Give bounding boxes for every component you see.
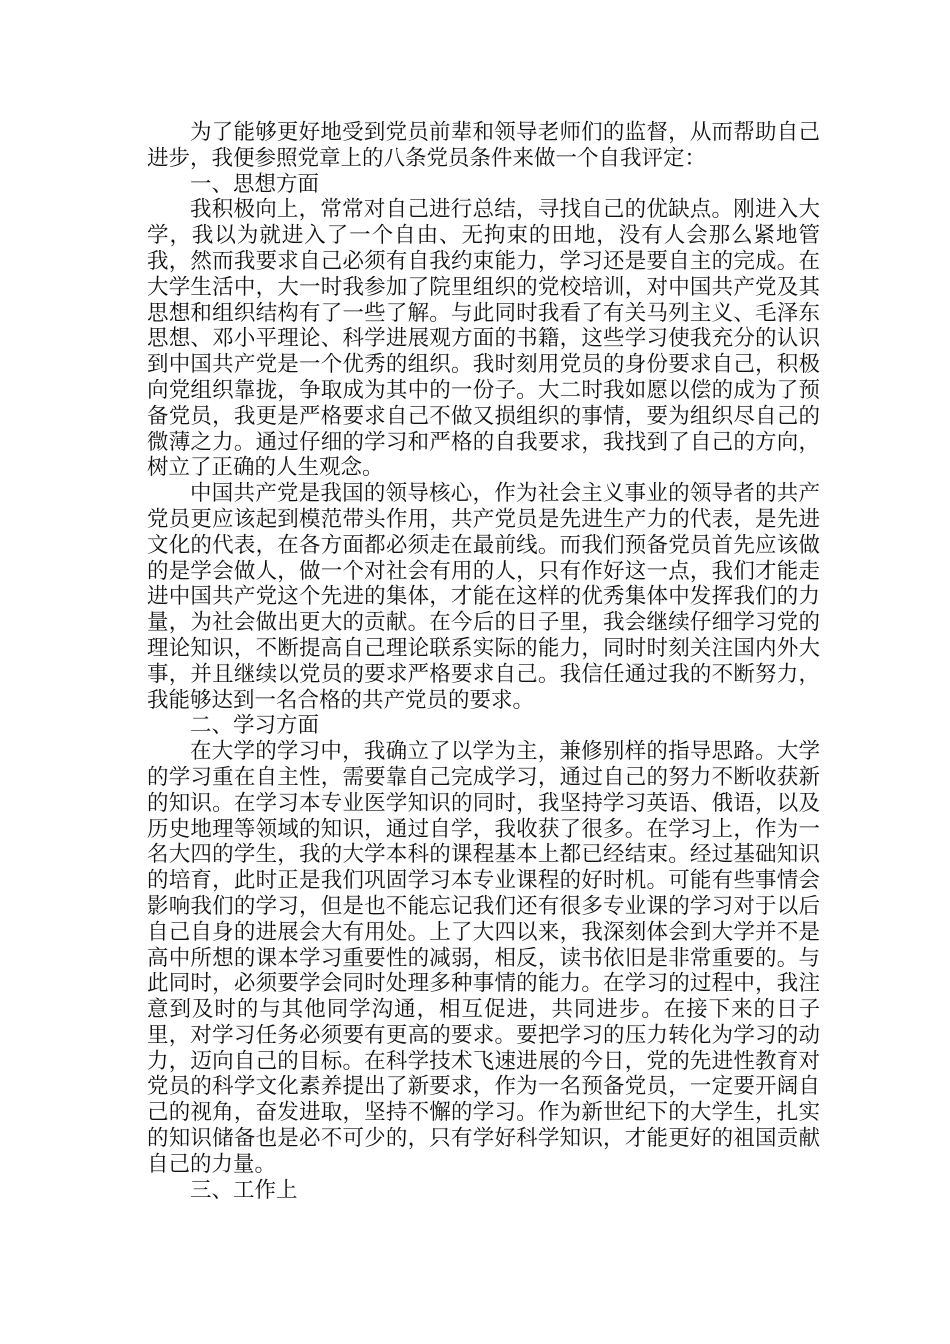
intro-paragraph: 为了能够更好地受到党员前辈和领导老师们的监督，从而帮助自己进步，我便参照党章上的八条党员条件来做一个自我评定： — [147, 120, 820, 171]
section-heading-thought: 一、思想方面 — [190, 171, 320, 197]
section-heading-work: 三、工作上 — [190, 1177, 298, 1203]
thought-paragraph-1: 我积极向上，常常对自己进行总结，寻找自己的优缺点。刚进入大学，我以为就进入了一个自由、无拘束的田地，没有人会那么紧地管我，然而我要求自己必须有自我约束能力，学习还是要自主的完成。在大学生活中，大一时我参加了院里组织的党校培训，对中国共产党及其思想和组织结构有了一些了解。与此同时我看了有关马列主义、毛泽东思想、邓小平理论、科学进展观方面的书籍，这些学习使我充分的认识到中国共产党是一个优秀的组织。我时刻用党员的身份要求自己，积极向党组织靠拢，争取成为其中的一份子。大二时我如愿以偿的成为了预备党员，我更是严格要求自己不做又损组织的事情，要为组织尽自己的微薄之力。通过仔细的学习和严格的自我要求，我找到了自己的方向，树立了正确的人生观念。 — [147, 197, 820, 481]
thought-paragraph-2: 中国共产党是我国的领导核心，作为社会主义事业的领导者的共产党员更应该起到模范带头作用，共产党员是先进生产力的代表，是先进文化的代表，在各方面都必须走在最前线。而我们预备党员首先应该做的是学会做人，做一个对社会有用的人，只有作好这一点，我们才能走进中国共产党这个先进的集体，才能在这样的优秀集体中发挥我们的力量，为社会做出更大的贡献。在今后的日子里，我会继续仔细学习党的理论知识，不断提高自己理论联系实际的能力，同时时刻关注国内外大事，并且继续以党员的要求严格要求自己。我信任通过我的不断努力，我能够达到一名合格的共产党员的要求。 — [147, 481, 820, 713]
section-heading-study: 二、学习方面 — [190, 713, 320, 739]
document-body — [147, 120, 820, 1203]
study-paragraph-1: 在大学的学习中，我确立了以学为主，兼修别样的指导思路。大学的学习重在自主性，需要靠自己完成学习，通过自己的努力不断收获新的知识。在学习本专业医学知识的同时，我坚持学习英语、俄语，以及历史地理等领域的知识，通过自学，我收获了很多。在学习上，作为一名大四的学生，我的大学本科的课程基本上都已经结束。经过基础知识的培育，此时正是我们巩固学习本专业课程的好时机。可能有些事情会影响我们的学习，但是也不能忘记我们还有很多专业课的学习对于以后自己自身的进展会大有用处。上了大四以来，我深刻体会到大学并不是高中所想的课本学习重要性的减弱，相反，读书依旧是非常重要的。与此同时，必须要学会同时处理多种事情的能力。在学习的过程中，我注意到及时的与其他同学沟通，相互促进，共同进步。在接下来的日子里，对学习任务必须要有更高的要求。要把学习的压力转化为学习的动力，迈向自己的目标。在科学技术飞速进展的今日，党的先进性教育对党员的科学文化素养提出了新要求，作为一名预备党员，一定要开阔自己的视角，奋发进取，坚持不懈的学习。作为新世纪下的大学生，扎实的知识储备也是必不可少的，只有学好科学知识，才能更好的祖国贡献自己的力量。 — [147, 739, 820, 1177]
